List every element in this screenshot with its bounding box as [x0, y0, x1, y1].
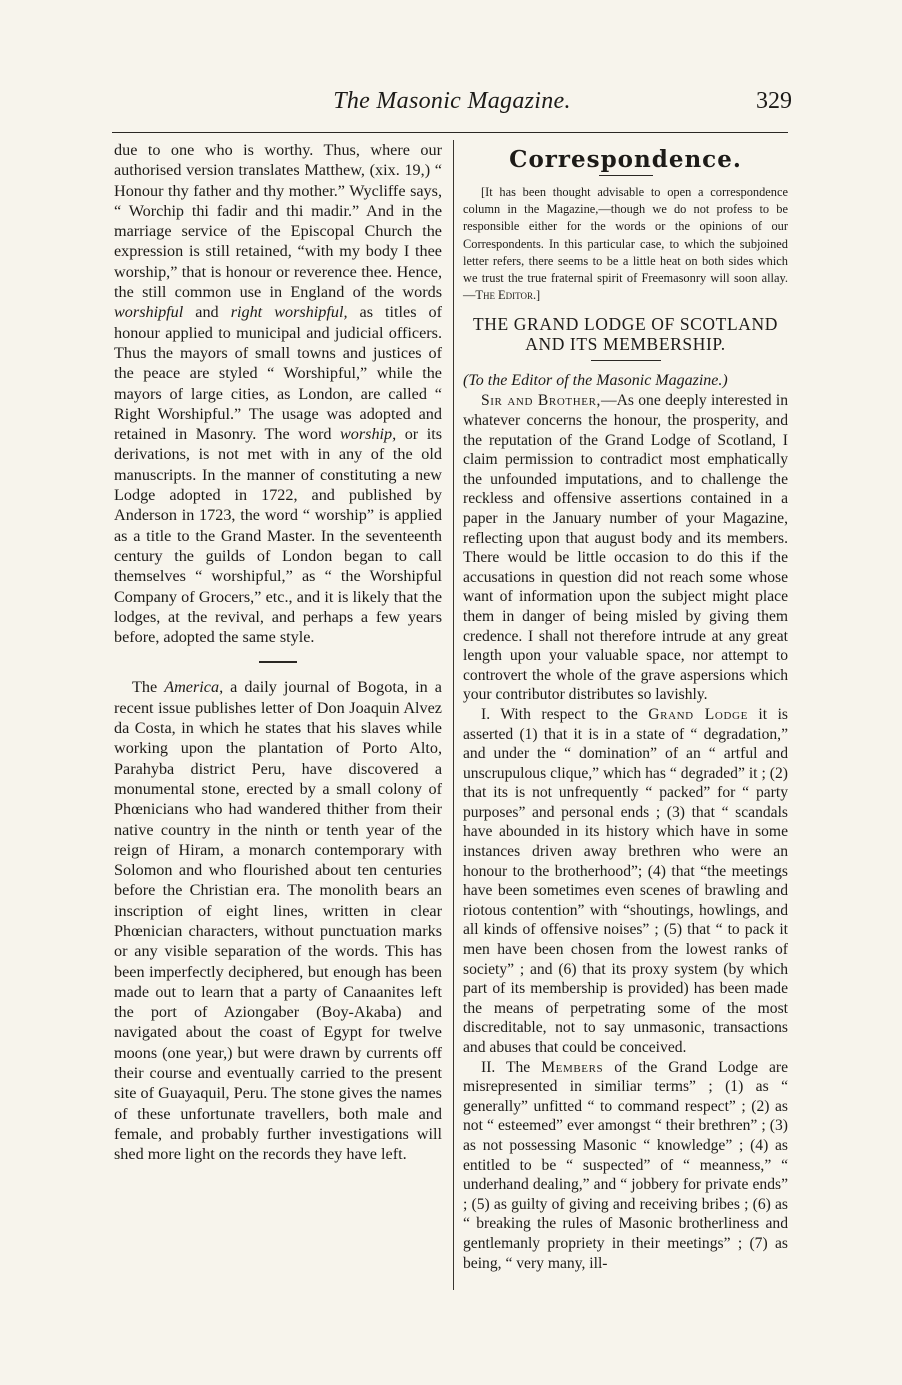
italic-term: America, [164, 678, 224, 697]
page-number: 329 [756, 88, 792, 114]
text-run: II. The [481, 1058, 542, 1076]
text-run: [It has been thought advisable to open a correspondence column in the Magazine,—though we do not profess to be responsible either for the words or the opinions of our Correspondents. In this particular case, to which the subjoined letter refers, there seems to be a little heat on both sides which we trust the true fraternal spirit of Freemasonry will soon allay.— [463, 185, 788, 303]
paragraph-phoenician-stone [114, 677, 442, 1164]
small-caps-term: Members [541, 1058, 604, 1076]
article-title-line: THE GRAND LODGE OF SCOTLAND [473, 314, 778, 335]
editor-signoff: The Editor.] [475, 288, 541, 303]
text-run: a daily journal of Bogota, in a recent issue publishes letter of Don Joaquin Alvez da Costa, in which he states that his slaves while working upon the plantation of Porto Alto, Parahyba district Peru, have discovered a monumental stone, erected by a small colony of Phœnicians who had wandered thither from their native country in the ninth or tenth year of the reign of Hiram, a monarch contemporary with Solomon and who flourished about ten centuries before the Christian era. The monolith bears an inscription of eight lines, written in clear Phœnician characters, without punctuation marks or any visible separation of the words. This has been imperfectly deciphered, but enough has been made out to learn that a party of Canaanites left the port of Aziongaber (Boy-Akaba) and navigated about the coast of Egypt for twelve moons (one year,) but were drawn by currents off their course and eventually carried to the present site of Guayaquil, Peru. The stone gives the names of these unfortunate travellers, both male and female, and probably further investigations will shed more light on the records they have left. [114, 678, 442, 1164]
title-rule [591, 360, 661, 361]
italic-term: worshipful [114, 303, 184, 322]
text-run: I. With respect to the [481, 705, 649, 723]
letter-paragraph-intro [463, 391, 788, 705]
page-header [112, 88, 792, 128]
title-rule [599, 175, 653, 176]
editor-note [463, 184, 788, 304]
text-run: or its derivations, is not met with in any of the old manuscripts. In the manner of constituting a new Lodge adopted in 1722, and published by Anderson in 1723, the word “ worship” is applied as a title to the Grand Master. In the seventeenth century the guilds of London began to call themselves “ worshipful,” as “ the Worshipful Company of Grocers,” etc., and it is likely that the lodges, at the revival, and perhaps a few years before, adopted the same style. [114, 425, 443, 647]
text-run: it is asserted (1) that it is in a state of “ degradation,” and under the “ domination” of an “ artful and unscrupulous clique,” which has “ degraded” it ; (2) that its is not unfrequently “ packed” for “ party purposes” and personal ends ; (3) that “ scandals have abounded in its history which have in some instances driven away brethren who were an honour to the brotherhood”; (4) that “the meetings have been sometimes even scenes of brawling and riotous contention” with “shoutings, howlings, and all kinds of offensive noises” ; (5) that “ to pack it men have been chosen from the lowest ranks of society” ; and (6) that its proxy system (by which part of its membership is provided) has been made the means of perpetrating some of the most discreditable, not to say unmasonic, transactions and abuses that could be conceived. [463, 705, 788, 1057]
right-column [463, 140, 788, 1273]
salutation: Sir and Brother, [481, 392, 602, 410]
header-rule [112, 132, 788, 133]
column-divider [453, 140, 454, 1290]
text-run: and [183, 303, 231, 322]
italic-term: right worshipful, [230, 303, 348, 322]
letter-paragraph-grand-lodge [463, 705, 788, 1058]
text-run: as titles of honour applied to municipal and judicial officers. Thus the mayors of small towns and justices of the peace are styled “ Worshipful,” while the mayors of large cities, as London, are called “ Right Worshipful.” The usage was adopted and retained in Masonry. The word [114, 303, 442, 444]
article-title-line: AND ITS MEMBERSHIP. [525, 334, 726, 355]
text-run: due to one who is worthy. Thus, where our authorised version translates Matthew, (xix. 19,) “ Honour thy father and thy mother.” Wycliffe says, “ Worchip thi fadir and thi madir.” And in the marriage service of the Episcopal Church the expression is still retained, “with my body I thee worship,” that is honour or reverence thee. Hence, the still common use in England of the words [114, 141, 442, 302]
letter-paragraph-members [463, 1058, 788, 1274]
running-title: The Masonic Magazine. [333, 88, 571, 114]
text-run: The [132, 678, 165, 697]
italic-term: worship, [339, 425, 397, 444]
paragraph-worship [114, 140, 442, 647]
section-title: Correspondence. [509, 146, 742, 173]
left-column [114, 140, 442, 1165]
text-run: —As one deeply interested in whatever concerns the honour, the prosperity, and the reputation of the Grand Lodge of Scotland, I claim permission to contradict most emphatically the unfounded imputations, and to challenge the reckless and offensive assertions contained in a paper in the January number of your Magazine, reflecting upon that august body and its members. There would be little occasion to do this if the accusations in question did not reach some whose want of information upon the subject might place them in danger of being misled by giving them credence. I shall not therefore intrude at any great length upon your valuable space, nor attempt to controvert the whole of the grave aspersions which your contributor distributes so lavishly. [463, 392, 789, 704]
small-caps-term: Grand Lodge [648, 705, 748, 723]
text-run: of the Grand Lodge are misrepresented in similiar terms” ; (1) as “ generally” unfitted “ to command respect” ; (2) as not “ esteemed” ever amongst “ their brethren” ; (3) as not possessing Masonic “ knowledge” ; (4) as entitled to be “ suspected” of “ meanness,” “ underhand dealing,” and “ jobbery for private ends” ; (5) as guilty of giving and receiving bribes ; (6) as “ breaking the rules of Masonic brotherliness and gentlemanly propriety in their meetings” ; (7) as being, “ very many, ill- [463, 1058, 788, 1272]
to-editor-line: (To the Editor of the Masonic Magazine.) [463, 372, 728, 390]
article-title [463, 314, 788, 354]
section-separator [259, 661, 297, 663]
